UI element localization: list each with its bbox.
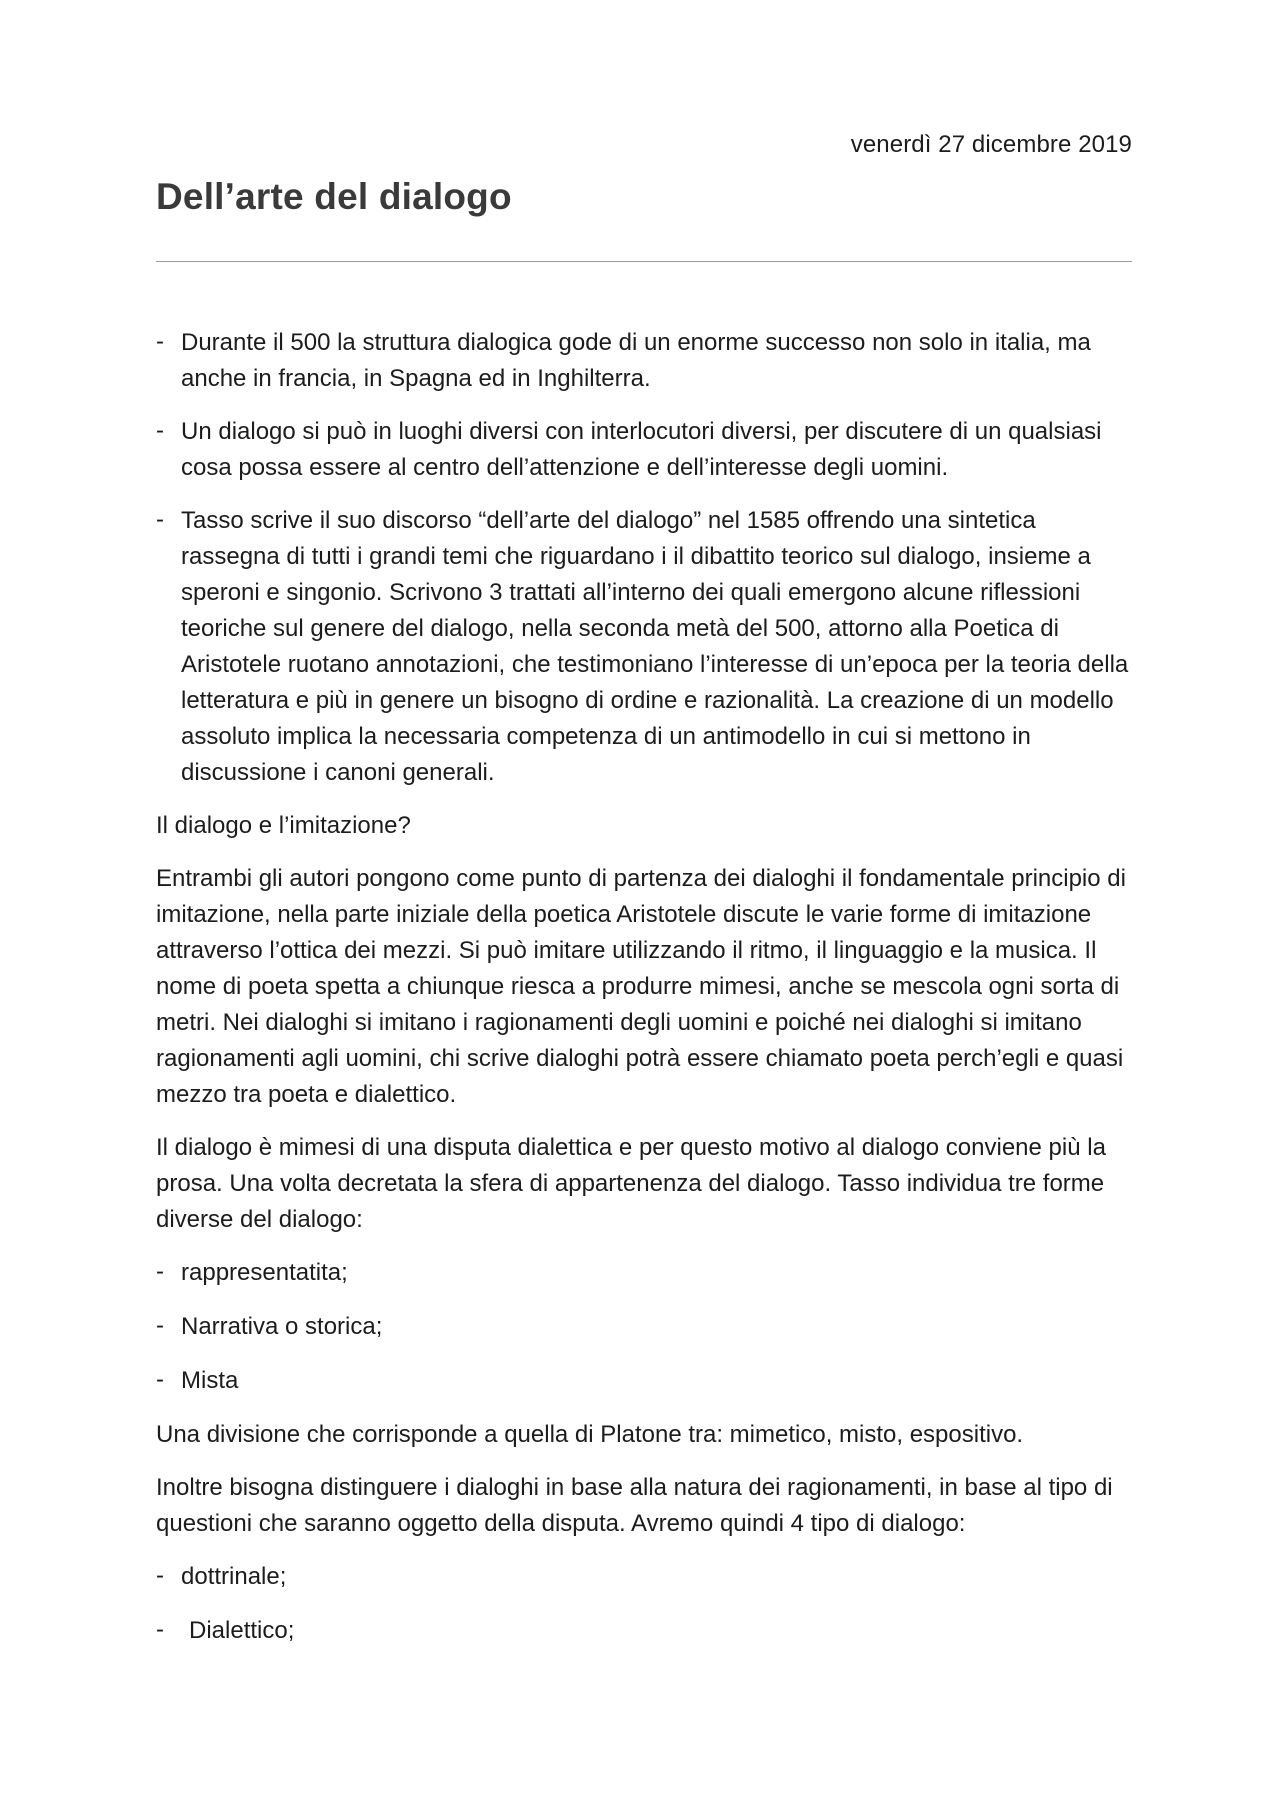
list-item-text: Durante il 500 la struttura dialogica gode di un enorme successo non solo in italia, ma anche in francia, in Spagna ed in Inghilterra. [181, 329, 1091, 392]
bullet-dash: - [156, 506, 164, 533]
list-item [156, 1363, 1132, 1399]
bullet-dash: - [156, 1616, 164, 1643]
list-item-text: Dialettico; [189, 1617, 295, 1644]
list-item-text: Un dialogo si può in luoghi diversi con interlocutori diversi, per discutere di un qualsiasi cosa possa essere al centro dell’attenzione e dell’interesse degli uomini. [181, 418, 1102, 481]
bullet-dash: - [156, 1258, 164, 1285]
list-item [156, 1255, 1132, 1291]
bullet-dash: - [156, 417, 164, 444]
list-item-text: rappresentatita; [181, 1259, 348, 1286]
bullet-dash: - [156, 328, 164, 355]
title-divider [156, 261, 1132, 262]
document-date: venerdì 27 dicembre 2019 [850, 131, 1132, 158]
list-item-text: Tasso scrive il suo discorso “dell’arte del dialogo” nel 1585 offrendo una sintetica rassegna di tutti i grandi temi che riguardano i il dibattito teorico sul dialogo, insieme a speroni e singonio. Scrivono 3 trattati all’interno dei quali emergono alcune riflessioni teoriche sul genere del dialogo, nella seconda metà del 500, attorno alla Poetica di Aristotele ruotano annotazioni, che testimoniano l’interesse di un’epoca per la teoria della letteratura e più in genere un bisogno di ordine e razionalità. La creazione di un modello assoluto implica la necessaria competenza di un antimodello in cui si mettono in discussione i canoni generali. [181, 507, 1129, 786]
list-item [156, 503, 1132, 791]
list-item [156, 1613, 1132, 1649]
list-item [156, 325, 1132, 397]
paragraph-platone: Una divisione che corrisponde a quella di Platone tra: mimetico, misto, espositivo. [156, 1421, 1024, 1448]
document-title: Dell’arte del dialogo [156, 176, 512, 217]
list-item-text: Narrativa o storica; [181, 1313, 383, 1340]
list-item [156, 1559, 1132, 1595]
bullet-dash: - [156, 1562, 164, 1589]
bullet-dash: - [156, 1366, 164, 1393]
list-item-text: dottrinale; [181, 1563, 287, 1590]
paragraph-mimesi: Il dialogo è mimesi di una disputa dialettica e per questo motivo al dialogo conviene più la prosa. Una volta decretata la sfera di appartenenza del dialogo. Tasso individua tre forme diverse del dialogo: [156, 1134, 1106, 1233]
section-question: Il dialogo e l’imitazione? [156, 812, 411, 839]
list-item [156, 414, 1132, 486]
paragraph-imitation: Entrambi gli autori pongono come punto di partenza dei dialoghi il fondamentale principio di imitazione, nella parte iniziale della poetica Aristotele discute le varie forme di imitazione attraverso l’ottica dei mezzi. Si può imitare utilizzando il ritmo, il linguaggio e la musica. Il nome di poeta spetta a chiunque riesca a produrre mimesi, anche se mescola ogni sorta di metri. Nei dialoghi si imitano i ragionamenti degli uomini e poiché nei dialoghi si imitano ragionamenti agli uomini, chi scrive dialoghi potrà essere chiamato poeta perch’egli e quasi mezzo tra poeta e dialettico. [156, 865, 1126, 1108]
paragraph-types: Inoltre bisogna distinguere i dialoghi in base alla natura dei ragionamenti, in base al tipo di questioni che saranno oggetto della disputa. Avremo quindi 4 tipo di dialogo: [156, 1474, 1113, 1537]
list-item [156, 1309, 1132, 1345]
bullet-dash: - [156, 1312, 164, 1339]
document-body [156, 325, 1132, 1667]
list-item-text: Mista [181, 1367, 239, 1394]
